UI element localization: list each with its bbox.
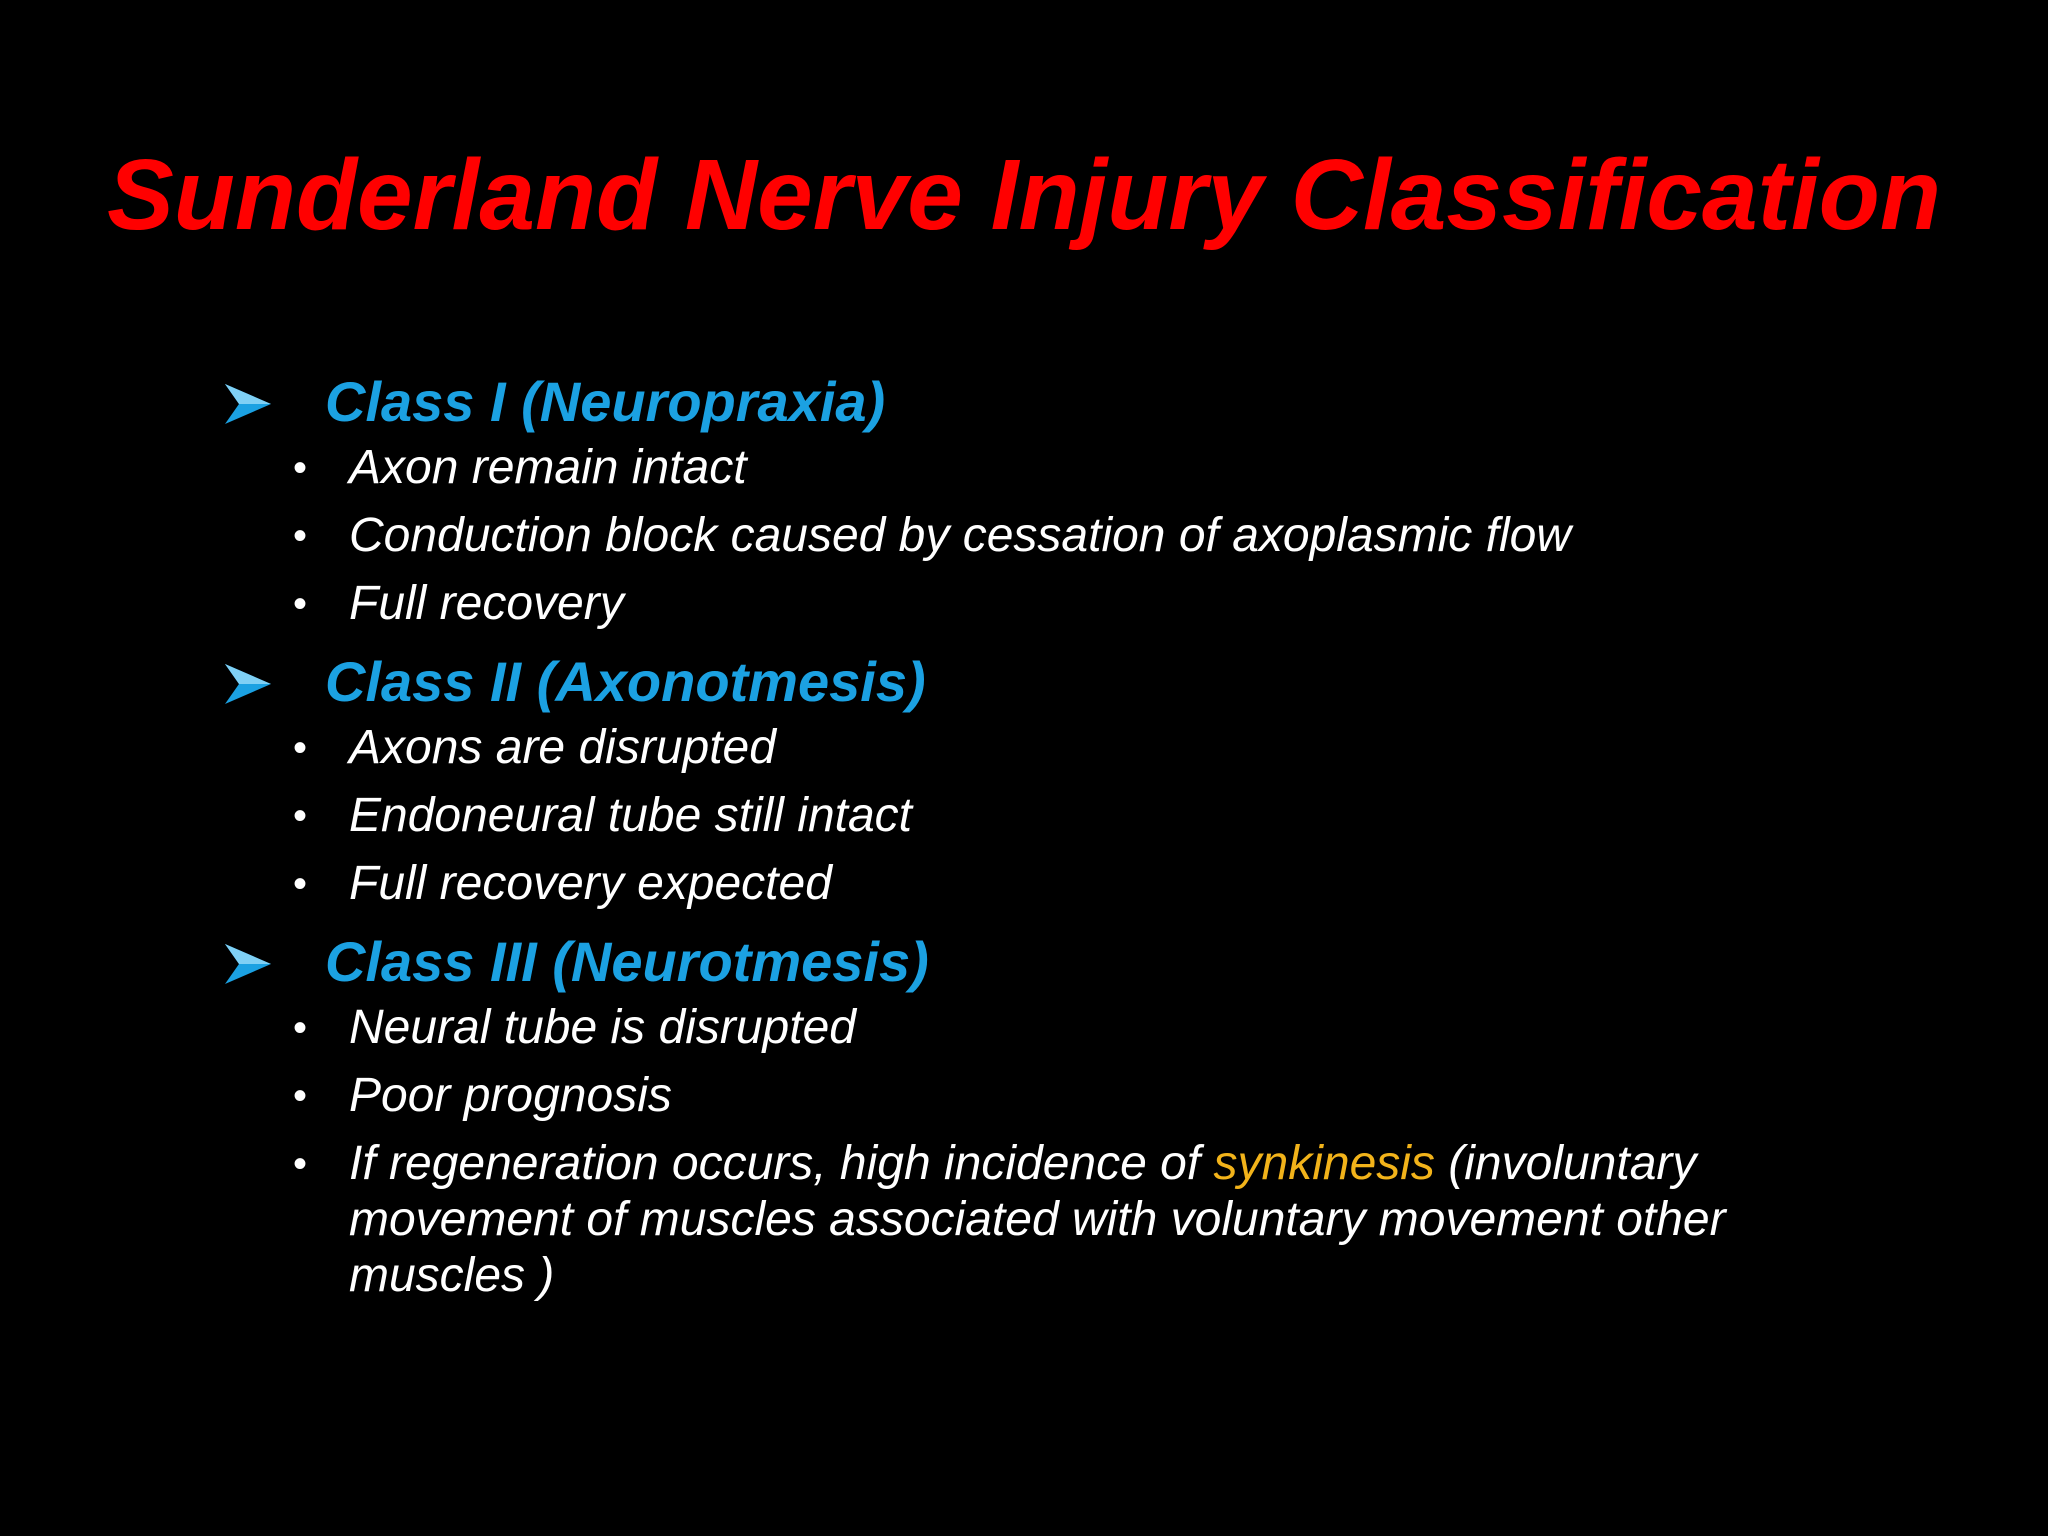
section-heading-row [225, 364, 1875, 440]
list-item-text: Axons are disrupted [349, 721, 776, 774]
list-item [225, 440, 1875, 496]
section-heading: Class II (Axonotmesis) [325, 650, 926, 713]
slide-content [225, 360, 1875, 1316]
section-heading-row [225, 924, 1875, 1000]
list-item-text: Conduction block caused by cessation of axoplasmic flow [349, 509, 1571, 562]
list-item-text-after: (involuntary movement of muscles associated with voluntary movement other muscles ) [349, 1137, 1726, 1302]
bullet-dot-icon: • [293, 794, 308, 838]
list-item [225, 508, 1875, 564]
list-item [225, 576, 1875, 632]
section-class-i [225, 364, 1875, 632]
section-heading: Class III (Neurotmesis) [325, 930, 929, 993]
section-heading: Class I (Neuropraxia) [325, 370, 886, 433]
arrow-bullet-icon [225, 944, 271, 984]
list-item-text-before: If regeneration occurs, high incidence of [349, 1137, 1214, 1190]
section-heading-row [225, 644, 1875, 720]
bullet-dot-icon: • [293, 582, 308, 626]
bullet-dot-icon: • [293, 1006, 308, 1050]
list-item [225, 1068, 1875, 1124]
bullet-dot-icon: • [293, 514, 308, 558]
list-item-text: Full recovery expected [349, 857, 832, 910]
list-item [225, 788, 1875, 844]
list-item [225, 720, 1875, 776]
bullet-dot-icon: • [293, 726, 308, 770]
list-item [225, 856, 1875, 912]
section-class-ii [225, 644, 1875, 912]
slide-title: Sunderland Nerve Injury Classification [107, 139, 1941, 251]
list-item-text: Endoneural tube still intact [349, 789, 913, 842]
list-item-text: Axon remain intact [349, 441, 747, 494]
list-item [225, 1000, 1875, 1056]
bullet-dot-icon: • [293, 1142, 308, 1186]
list-item-text: Full recovery [349, 577, 624, 630]
list-item-text: Poor prognosis [349, 1069, 672, 1122]
highlight-term: synkinesis [1213, 1137, 1435, 1190]
bullet-dot-icon: • [293, 1074, 308, 1118]
bullet-dot-icon: • [293, 862, 308, 906]
bullet-dot-icon: • [293, 446, 308, 490]
arrow-bullet-icon [225, 384, 271, 424]
list-item-text: Neural tube is disrupted [349, 1001, 856, 1054]
list-item [225, 1136, 1875, 1304]
arrow-bullet-icon [225, 664, 271, 704]
section-class-iii [225, 924, 1875, 1304]
list-item-text [349, 1137, 1726, 1302]
